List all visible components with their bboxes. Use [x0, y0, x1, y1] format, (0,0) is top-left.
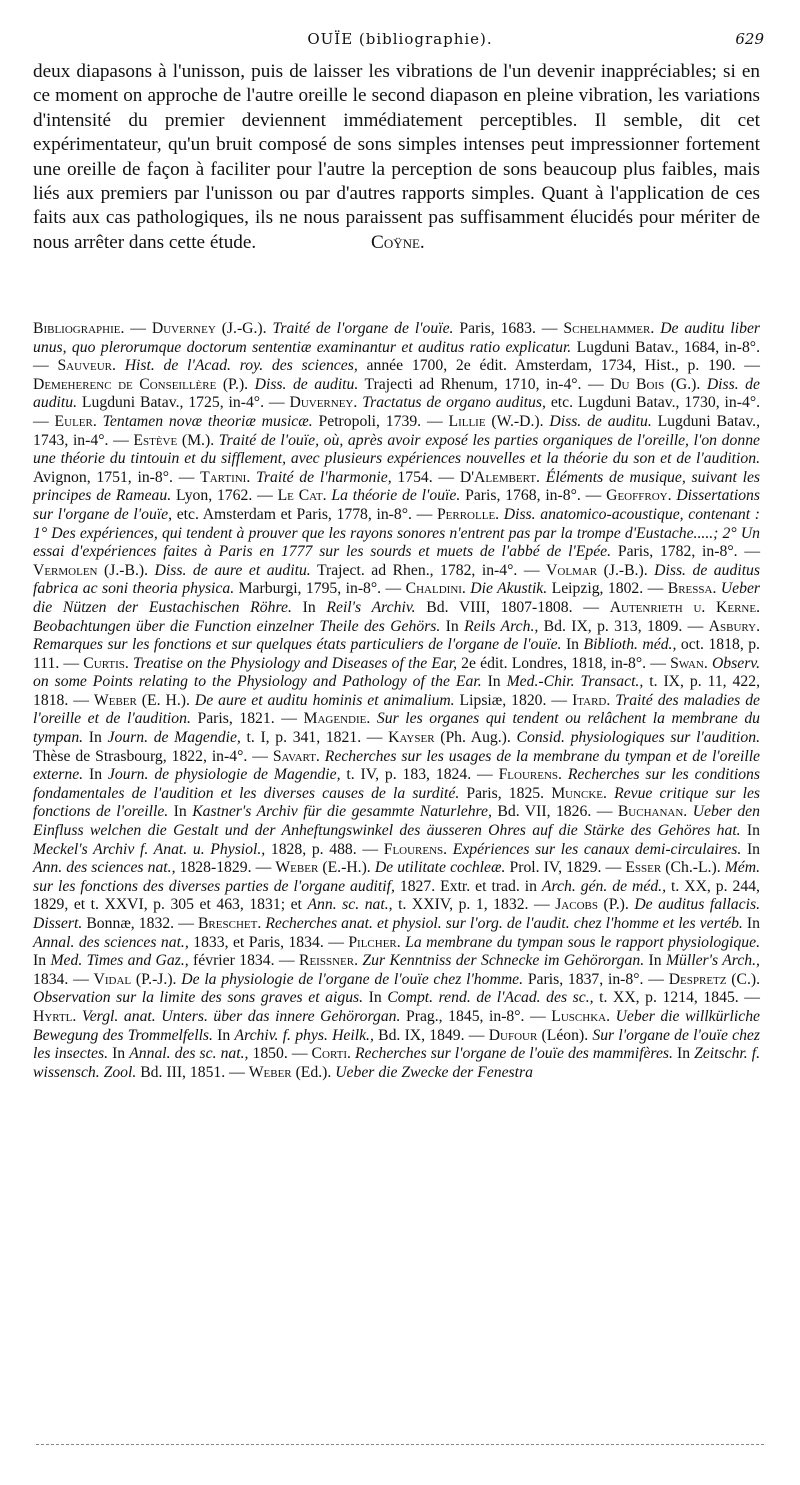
citation-text: (Léon). [537, 1026, 593, 1044]
author-name: Swan. [670, 654, 708, 672]
work-title: Remarques sur les fonctions et sur quelques états particuliers de l'organe de l'ouïe. [33, 636, 562, 654]
citation-text: Petropoli, 1739. — [312, 412, 449, 430]
work-title: Diss. anatomico-acoustique, contenant : 1° Des expériences, qui tendent à prouver que les rayons sonores n'entrent pas par la trompe d'Eustache.....; 2° Un essai d'expériences faites à Paris en 1777 sur les sourds et muets de l'abbé de l'Epée. [33, 505, 760, 561]
citation-text: Marburgi, 1795, in-8°. — [234, 580, 406, 598]
citation-text [370, 710, 377, 727]
author-name: Despretz [668, 970, 727, 988]
citation-text: 1833, et Paris, 1834. — [188, 933, 349, 951]
citation-text: In [440, 617, 465, 635]
citation-text: (Ed.). [291, 1063, 336, 1081]
work-title: Journ. de physiologie de Magendie, [107, 766, 341, 784]
work-title: Ueber die Zwecke der Fenestra [335, 1063, 533, 1081]
citation-text: 1828, p. 488. — [265, 840, 384, 858]
citation-text: t. IV, p. 183, 1824. — [340, 766, 499, 784]
author-name: Tartini. [200, 468, 251, 486]
citation-text [116, 357, 125, 374]
citation-text: t. XX, p. 1214, 1845. — [593, 989, 760, 1007]
work-title: Consid. physiologiques sur l'audition. [516, 729, 761, 747]
citation-text: In [741, 840, 761, 858]
citation-text: Bd. IX, p. 313, 1809. — [538, 617, 709, 635]
work-title: Ueber die Nützen der Eustachischen Röhre. [33, 580, 761, 616]
work-title: Archiv. f. phys. Heilk., [234, 1026, 374, 1044]
author-name: Jacobs [555, 896, 598, 914]
work-title: Expériences sur les canaux demi-circulaires. [452, 840, 742, 858]
work-title: Treatise on the Physiology and Diseases of the Ear, [132, 654, 458, 672]
page-number: 629 [735, 30, 764, 48]
author-name: Du Bois [610, 375, 665, 393]
work-title: Arch. gén. de méd., [541, 877, 667, 895]
work-title: Ueber die willkürliche Bewegung des Trommelfells. [33, 1007, 761, 1044]
work-title: Ann. sc. nat., [307, 896, 393, 914]
citation-text: t. I, p. 341, 1821. — [240, 729, 389, 747]
author-name: Buchanan. [617, 803, 688, 821]
citation-text: etc. Amsterdam et Paris, 1778, in-8°. — [172, 505, 437, 523]
work-title: Compt. rend. de l'Acad. des sc., [387, 989, 594, 1007]
author-name: Esser [625, 859, 662, 877]
citation-text: 1754. — [391, 468, 460, 486]
author-name: Schelhammer. [563, 320, 655, 337]
citation-text: (M.). [177, 431, 219, 449]
citation-text: Bonnæ, 1832. — [82, 915, 198, 932]
citation-text: Paris, 1821. — [190, 710, 304, 728]
work-title: Traité de l'harmonie, [256, 468, 392, 486]
author-name: Chaldini. [405, 580, 466, 598]
author-name: Vidal [93, 970, 132, 988]
citation-text: (G.). [664, 375, 707, 393]
citation-text: Paris, 1782, in-8°. — [611, 543, 761, 561]
work-title: De auditus fallacis. Dissert. [33, 896, 761, 932]
citation-text: In [212, 1026, 235, 1044]
work-title: Sur l'organe de l'ouïe chez les insectes. [33, 1026, 760, 1063]
citation-text: Bd. VIII, 1807-1808. — [415, 598, 610, 616]
work-title: Recherches sur les usages de la membrane du tympan et de l'oreille externe. [33, 747, 761, 784]
work-title: De la physiologie de l'organe de l'ouïe chez l'homme. [181, 970, 524, 988]
work-title: Diss. de aure et auditu. [154, 561, 311, 579]
citation-text: In [291, 598, 327, 616]
citation-text: In [83, 729, 108, 747]
work-title: De utilitate cochleæ. [374, 859, 506, 877]
citation-text: In [108, 1045, 130, 1063]
citation-text: (J.-B.). [97, 561, 155, 579]
citation-text: (P.). [598, 896, 635, 914]
work-title: Ann. des sciences nat., [33, 859, 176, 877]
body-paragraph [33, 60, 760, 255]
work-title: Med.-Chir. Transact., [506, 673, 644, 691]
citation-text: Lyon, 1762. — [171, 487, 278, 505]
citation-text: Avignon, 1751, in-8°. — [33, 468, 201, 486]
author-name: Flourens. [498, 766, 562, 784]
citation-text: In [363, 989, 388, 1007]
work-title: Vergl. anat. Unters. über das innere Gehörorgan. [81, 1007, 401, 1025]
citation-text: Paris, 1768, in-8°. — [460, 487, 607, 505]
citation-text: (P.). [216, 375, 255, 393]
citation-text: Bd. IX, 1849. — [373, 1026, 489, 1044]
running-header [0, 30, 800, 56]
work-title: Annal. des sc. nat., [129, 1045, 249, 1063]
citation-text: (J.-G.). [215, 320, 273, 337]
author-name: Lillie [448, 412, 486, 430]
running-title: OUÏE (bibliographie). [307, 30, 493, 48]
citation-text: In [83, 766, 108, 784]
work-title: Recherches anat. et physiol. sur l'org. de l'audit. chez l'homme et les vertéb. [265, 915, 743, 932]
citation-text: (P.-J.). [131, 970, 182, 988]
author-name: Muncke. [551, 784, 607, 802]
author-name: Le Cat. [277, 487, 327, 505]
work-title: Diss. de auditu. [33, 375, 760, 412]
citation-text: 1850. — [248, 1045, 312, 1063]
citation-text: — [124, 320, 152, 337]
work-title: Diss. de auditu. [549, 412, 652, 430]
citation-text: In [33, 952, 51, 970]
author-name: Luschka. [551, 1007, 611, 1025]
citation-text: Lipsiæ, 1820. — [454, 691, 573, 709]
author-name: Bressa. [667, 580, 717, 598]
author-name: Weber [248, 1063, 292, 1081]
author-name: D'Alembert. [459, 468, 540, 486]
work-title: Biblioth. méd., [583, 636, 677, 654]
citation-text: In [561, 636, 584, 654]
citation-text: In [742, 915, 760, 932]
author-name: Hyrtl. [33, 1007, 77, 1025]
work-title: Observ. on some Points relating to the Physiology and Pathology of the Ear. [33, 654, 761, 691]
author-name: Breschet. [197, 915, 262, 932]
work-title: Tractatus de organo auditus, [362, 394, 546, 412]
work-title: Ueber den Einfluss welchen die Gestalt und der Anheftungswinkel des äusseren Ohres auf die Stärke des Gehöres hat. [33, 803, 760, 840]
citation-text: Leipzig, 1802. — [547, 580, 668, 598]
author-name: Magendie. [303, 710, 371, 728]
work-title: Tentamen novæ theoriæ musicæ. [102, 412, 313, 430]
work-title: Hist. de l'Acad. roy. des sciences, [124, 357, 358, 375]
author-name: Autenrieth u. Kerne. [609, 598, 761, 616]
citation-text: Traject. ad Rhen., 1782, in-4°. — [310, 561, 547, 579]
citation-text: oct. 1818, p. 111. — [33, 636, 760, 672]
work-title: Med. Times and Gaz., [50, 952, 189, 970]
work-title: Die Akustik. [470, 580, 548, 598]
citation-text: Lugduni Batav., 1725, in-4°. — [77, 394, 290, 412]
citation-text: (W.-D.). [485, 412, 550, 430]
work-title: La théorie de l'ouïe. [331, 487, 461, 505]
citation-text: 1828-1829. — [175, 859, 276, 877]
citation-text: In [168, 803, 193, 821]
work-title: Traité de l'ouïe, où, après avoir exposé les parties organiques de l'oreille, l'on donne une théorie du tintouin et du sifflement, avec plusieurs expériences nouvelles et la théorie du son et de l'audition. [33, 431, 760, 468]
body-text [33, 60, 760, 255]
author-name: Weber [275, 859, 319, 877]
citation-text: Prag., 1845, in-8°. — [400, 1007, 552, 1025]
citation-text: (Ch.-L.). [661, 859, 725, 877]
work-title: Traité de l'organe de l'ouïe. [272, 320, 454, 337]
author-name: Savart. [272, 747, 320, 765]
citation-text: (C.). [726, 970, 761, 988]
author-name: Pilcher. [348, 933, 401, 951]
author-name: Duverney [151, 320, 216, 337]
author-name: Duverney. [289, 394, 358, 412]
citation-text: 1827. Extr. et trad. in [394, 877, 542, 895]
citation-text: In [481, 673, 507, 691]
work-title: Revue critique sur les fonctions de l'oreille. [33, 784, 761, 821]
author-name: Flourens. [383, 840, 448, 858]
work-title: De auditu liber unus, quo plerorumque doctorum sententiæ examinantur et auditus ratio explicatur. [33, 320, 761, 356]
work-title: Mém. sur les fonctions des diverses parties de l'organe auditif, [33, 859, 761, 895]
author-name: Curtis. [83, 654, 129, 672]
author-signature: Coÿne. [371, 231, 425, 253]
citation-text: (J.-B.). [597, 561, 655, 579]
author-name: Demeherenc de Conseillère [33, 375, 217, 393]
work-title: Kastner's Archiv für die gesammte Naturlehre, [192, 803, 492, 821]
author-name: Bibliographie. [33, 320, 125, 337]
citation-text: Paris, 1683. — [453, 320, 564, 337]
citation-text: In [740, 822, 760, 840]
author-name: Geoffroy. [606, 487, 672, 505]
work-title: Traité des maladies de l'oreille et de l'audition. [33, 691, 760, 728]
work-title: Observation sur la limite des sons graves et aigus. [33, 989, 364, 1007]
author-name: Vermolen [33, 561, 98, 579]
work-title: Diss. de auditu. [254, 375, 359, 393]
author-name: Perrolle. [436, 505, 500, 523]
author-name: Euler. [54, 412, 97, 430]
author-name: Reissner. [298, 952, 358, 970]
author-name: Volmar [546, 561, 598, 579]
citation-text: année 1700, 2e édit. Amsterdam, 1734, Hist., p. 190. — [357, 357, 760, 375]
footer-rule [36, 1444, 764, 1447]
author-name: Sauveur. [57, 357, 116, 375]
citation-text: 2e édit. Londres, 1818, in-8°. — [457, 654, 671, 672]
citation-text: Paris, 1825. [459, 784, 552, 802]
work-title: Meckel's Archiv f. Anat. u. Physiol., [33, 840, 266, 858]
citation-text: Trajecti ad Rhenum, 1710, in-4°. — [358, 375, 611, 393]
work-title: Zeitschr. f. wissensch. Zool. [33, 1045, 761, 1081]
citation-text: Bd. VII, 1826. — [491, 803, 618, 821]
work-title: La membrane du tympan sous le rapport physiologique. [405, 933, 760, 951]
citation-text: février 1834. — [188, 952, 299, 970]
citation-text: Paris, 1837, in-8°. — [523, 970, 669, 988]
citation-text: (E. H.). [136, 691, 195, 709]
citation-text: Thèse de Strasbourg, 1822, in-4°. — [33, 747, 273, 765]
author-name: Kayser [388, 729, 435, 747]
work-title: Diss. de auditus fabrica ac soni theoria physica. [33, 561, 761, 598]
work-title: Zur Kenntniss der Schnecke im Gehörorgan. [362, 952, 645, 970]
citation-text: t. XX, p. 244, 1829, et t. XXVI, p. 305 et 463, 1831; et [33, 877, 760, 914]
citation-text: (Ph. Aug.). [434, 729, 517, 747]
citation-text: Lugduni Batav., 1743, in-4°. — [33, 412, 761, 449]
citation-text: In [644, 952, 666, 970]
work-title: Recherches sur l'organe de l'ouïe des mammifères. [354, 1045, 673, 1063]
work-title: Müller's Arch., [665, 952, 760, 970]
bibliography-paragraph [33, 320, 760, 1082]
citation-text: Bd. III, 1851. — [136, 1063, 249, 1081]
bibliography-section [33, 320, 760, 1082]
citation-text: etc. Lugduni Batav., 1730, in-4°. — [33, 394, 761, 430]
work-title: Recherches sur les conditions fondamentales de l'audition et les diverses causes de la surdité. [33, 766, 761, 802]
citation-text: Lugduni Batav., 1684, in-8°. — [33, 338, 760, 375]
author-name: Dufour [488, 1026, 538, 1044]
work-title: De aure et auditu hominis et animalium. [194, 691, 455, 709]
work-title: Journ. de Magendie, [107, 729, 241, 747]
citation-text: t. XXIV, p. 1, 1832. — [392, 896, 556, 914]
work-title: Éléments de musique, suivant les principes de Rameau. [33, 468, 761, 505]
work-title: Annal. des sciences nat., [33, 933, 189, 951]
author-name: Corti. [311, 1045, 351, 1063]
author-name: Itard. [572, 691, 611, 709]
work-title: Reil's Archiv. [326, 598, 416, 616]
author-name: Estève [133, 431, 178, 449]
citation-text: In [672, 1045, 695, 1063]
author-name: Weber [93, 691, 137, 709]
citation-text [607, 785, 614, 802]
citation-text: Prol. IV, 1829. — [505, 859, 626, 877]
paragraph-text: deux diapasons à l'unisson, puis de laisser les vibrations de l'un devenir inappréciables; si en ce moment on approche de l'autre oreille le second diapason en pleine vibration, les variations d'intensité du premier deviennent immédiatement perceptibles. Il semble, dit cet expérimentateur, qu'un bruit composé de sons simples intenses peut impressionner fortement une oreille de façon à faciliter pour l'autre la perception de sons beaucoup plus faibles, mais liés aux premiers par l'unisson ou par d'autres rapports simples. Quant à l'application de ces faits aux cas pathologiques, ils ne nous paraissent pas suffisamment élucidés pour mériter de nous arrêter dans cette étude. [33, 61, 760, 253]
work-title: Sur les organes qui tendent ou relâchent la membrane du tympan. [33, 710, 761, 747]
citation-text: 1834. — [33, 970, 94, 988]
author-name: Asbury. [708, 617, 760, 635]
work-title: Reils Arch., [464, 617, 539, 635]
work-title: Beobachtungen über die Function einzelner Theile des Gehörs. [33, 617, 441, 635]
citation-text: t. IX, p. 11, 422, 1818. — [33, 673, 760, 709]
work-title: Dissertations sur l'organe de l'ouïe, [33, 487, 761, 523]
citation-text: (E.-H.). [318, 859, 375, 877]
